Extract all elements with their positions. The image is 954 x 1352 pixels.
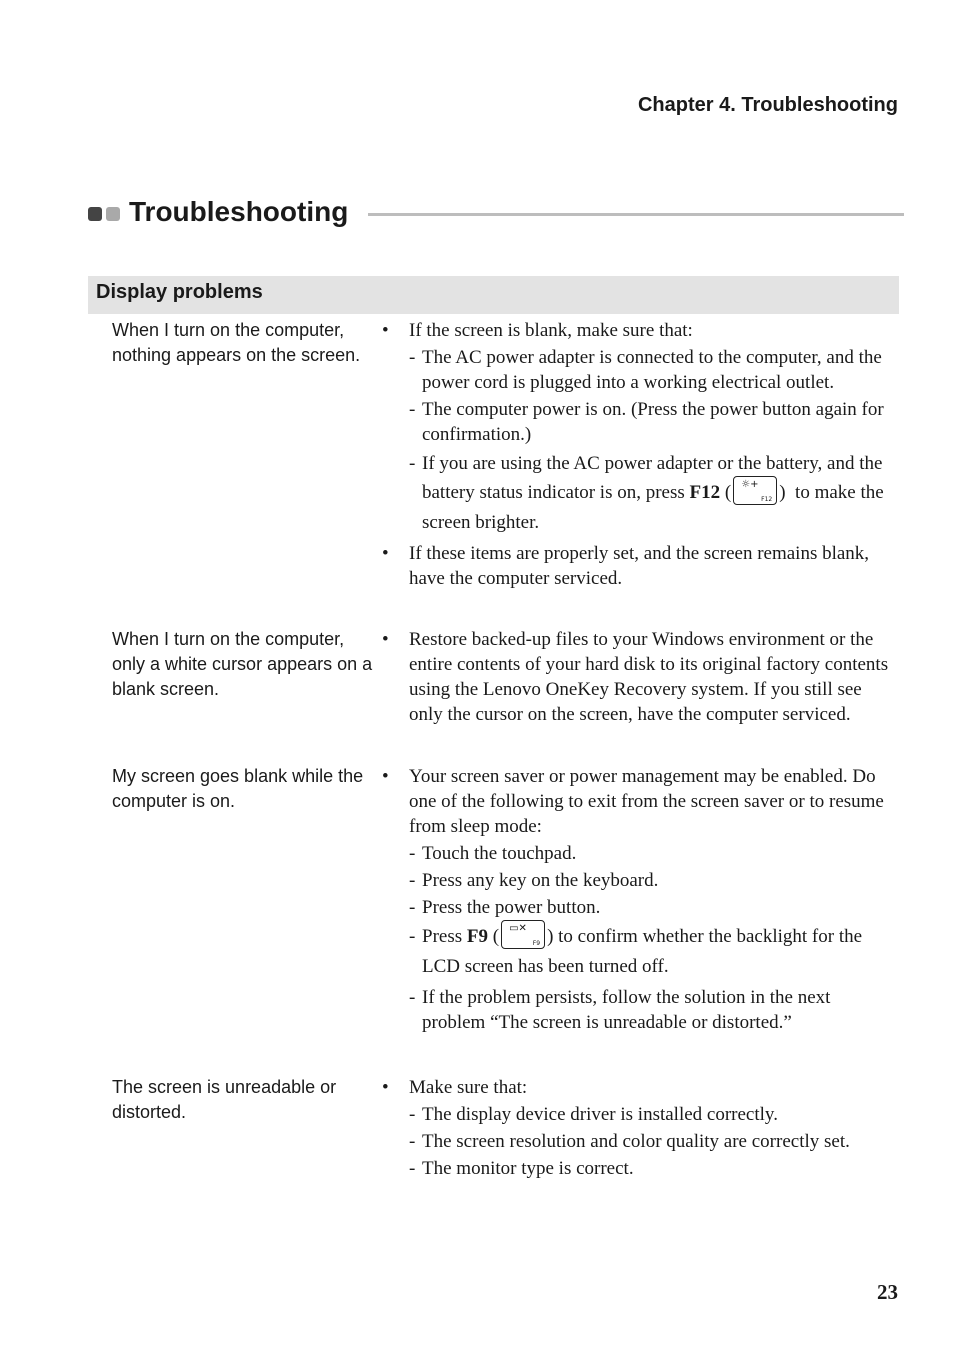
solution-bullet: • Make sure that: xyxy=(382,1077,528,1098)
section-title: Display problems xyxy=(96,281,263,303)
display-off-key-icon: ▭✕ F9 xyxy=(501,920,545,949)
problem-solution-4 xyxy=(382,1075,894,1181)
solution-bullet: • If these items are properly set, and the screen remains blank, have the computer serviced. xyxy=(382,543,870,590)
problem-question-2: When I turn on the computer, only a white cursor appears on a blank screen. xyxy=(112,629,373,699)
solution-item: - The monitor type is correct. xyxy=(409,1158,634,1179)
title-divider xyxy=(368,213,904,216)
problem-question-1: When I turn on the computer, nothing appears on the screen. xyxy=(112,320,361,365)
title-bullet-icon xyxy=(88,207,124,226)
key-name: F12 xyxy=(689,482,721,503)
page-title: Troubleshooting xyxy=(129,196,349,227)
section-header xyxy=(88,276,899,314)
page-number: 23 xyxy=(877,1280,898,1304)
solution-item: - If the problem persists, follow the solution in the next problem “The screen is unreadable or distorted.” xyxy=(409,987,831,1034)
solution-item: - If you are using the AC power adapter or the battery, and the battery status indicator is on, press F12 ( ☼+ F12 ) to make the screen brighter. xyxy=(409,453,884,534)
chapter-header: Chapter 4. Troubleshooting xyxy=(637,94,898,116)
solution-item: - Press the power button. xyxy=(409,897,601,918)
problem-question-4: The screen is unreadable or distorted. xyxy=(112,1077,337,1122)
solution-item: - The computer power is on. (Press the power button again for confirmation.) xyxy=(409,399,884,445)
solution-item: - Press any key on the keyboard. xyxy=(409,870,659,891)
problem-solution-3 xyxy=(382,764,894,1035)
solution-bullet: • If the screen is blank, make sure that: xyxy=(382,320,693,341)
problem-solution-2 xyxy=(382,627,894,727)
solution-item: - The screen resolution and color quality are correctly set. xyxy=(409,1131,850,1152)
title-row xyxy=(88,196,904,232)
brightness-up-key-icon: ☼+ F12 xyxy=(733,476,777,505)
solution-bullet: • Your screen saver or power management may be enabled. Do one of the following to exit from the screen saver or to resume from sleep mode: xyxy=(382,766,884,837)
solution-item: - Touch the touchpad. xyxy=(409,843,577,864)
solution-item: - Press F9 ( ▭✕ F9 ) to confirm whether the backlight for the LCD screen has been turned off. xyxy=(382,922,894,981)
problem-solution-1 xyxy=(382,318,894,591)
solution-item: - The AC power adapter is connected to the computer, and the power cord is plugged into a working electrical outlet. xyxy=(409,347,882,393)
solution-bullet: • Restore backed-up files to your Windows environment or the entire contents of your hard disk to its original factory contents using the Lenovo OneKey Recovery system. If you still see only the cursor on the screen, have the computer serviced. xyxy=(382,629,889,725)
problem-question-3: My screen goes blank while the computer is on. xyxy=(112,766,364,811)
solution-item: - The display device driver is installed correctly. xyxy=(409,1104,778,1125)
key-name: F9 xyxy=(466,926,488,947)
